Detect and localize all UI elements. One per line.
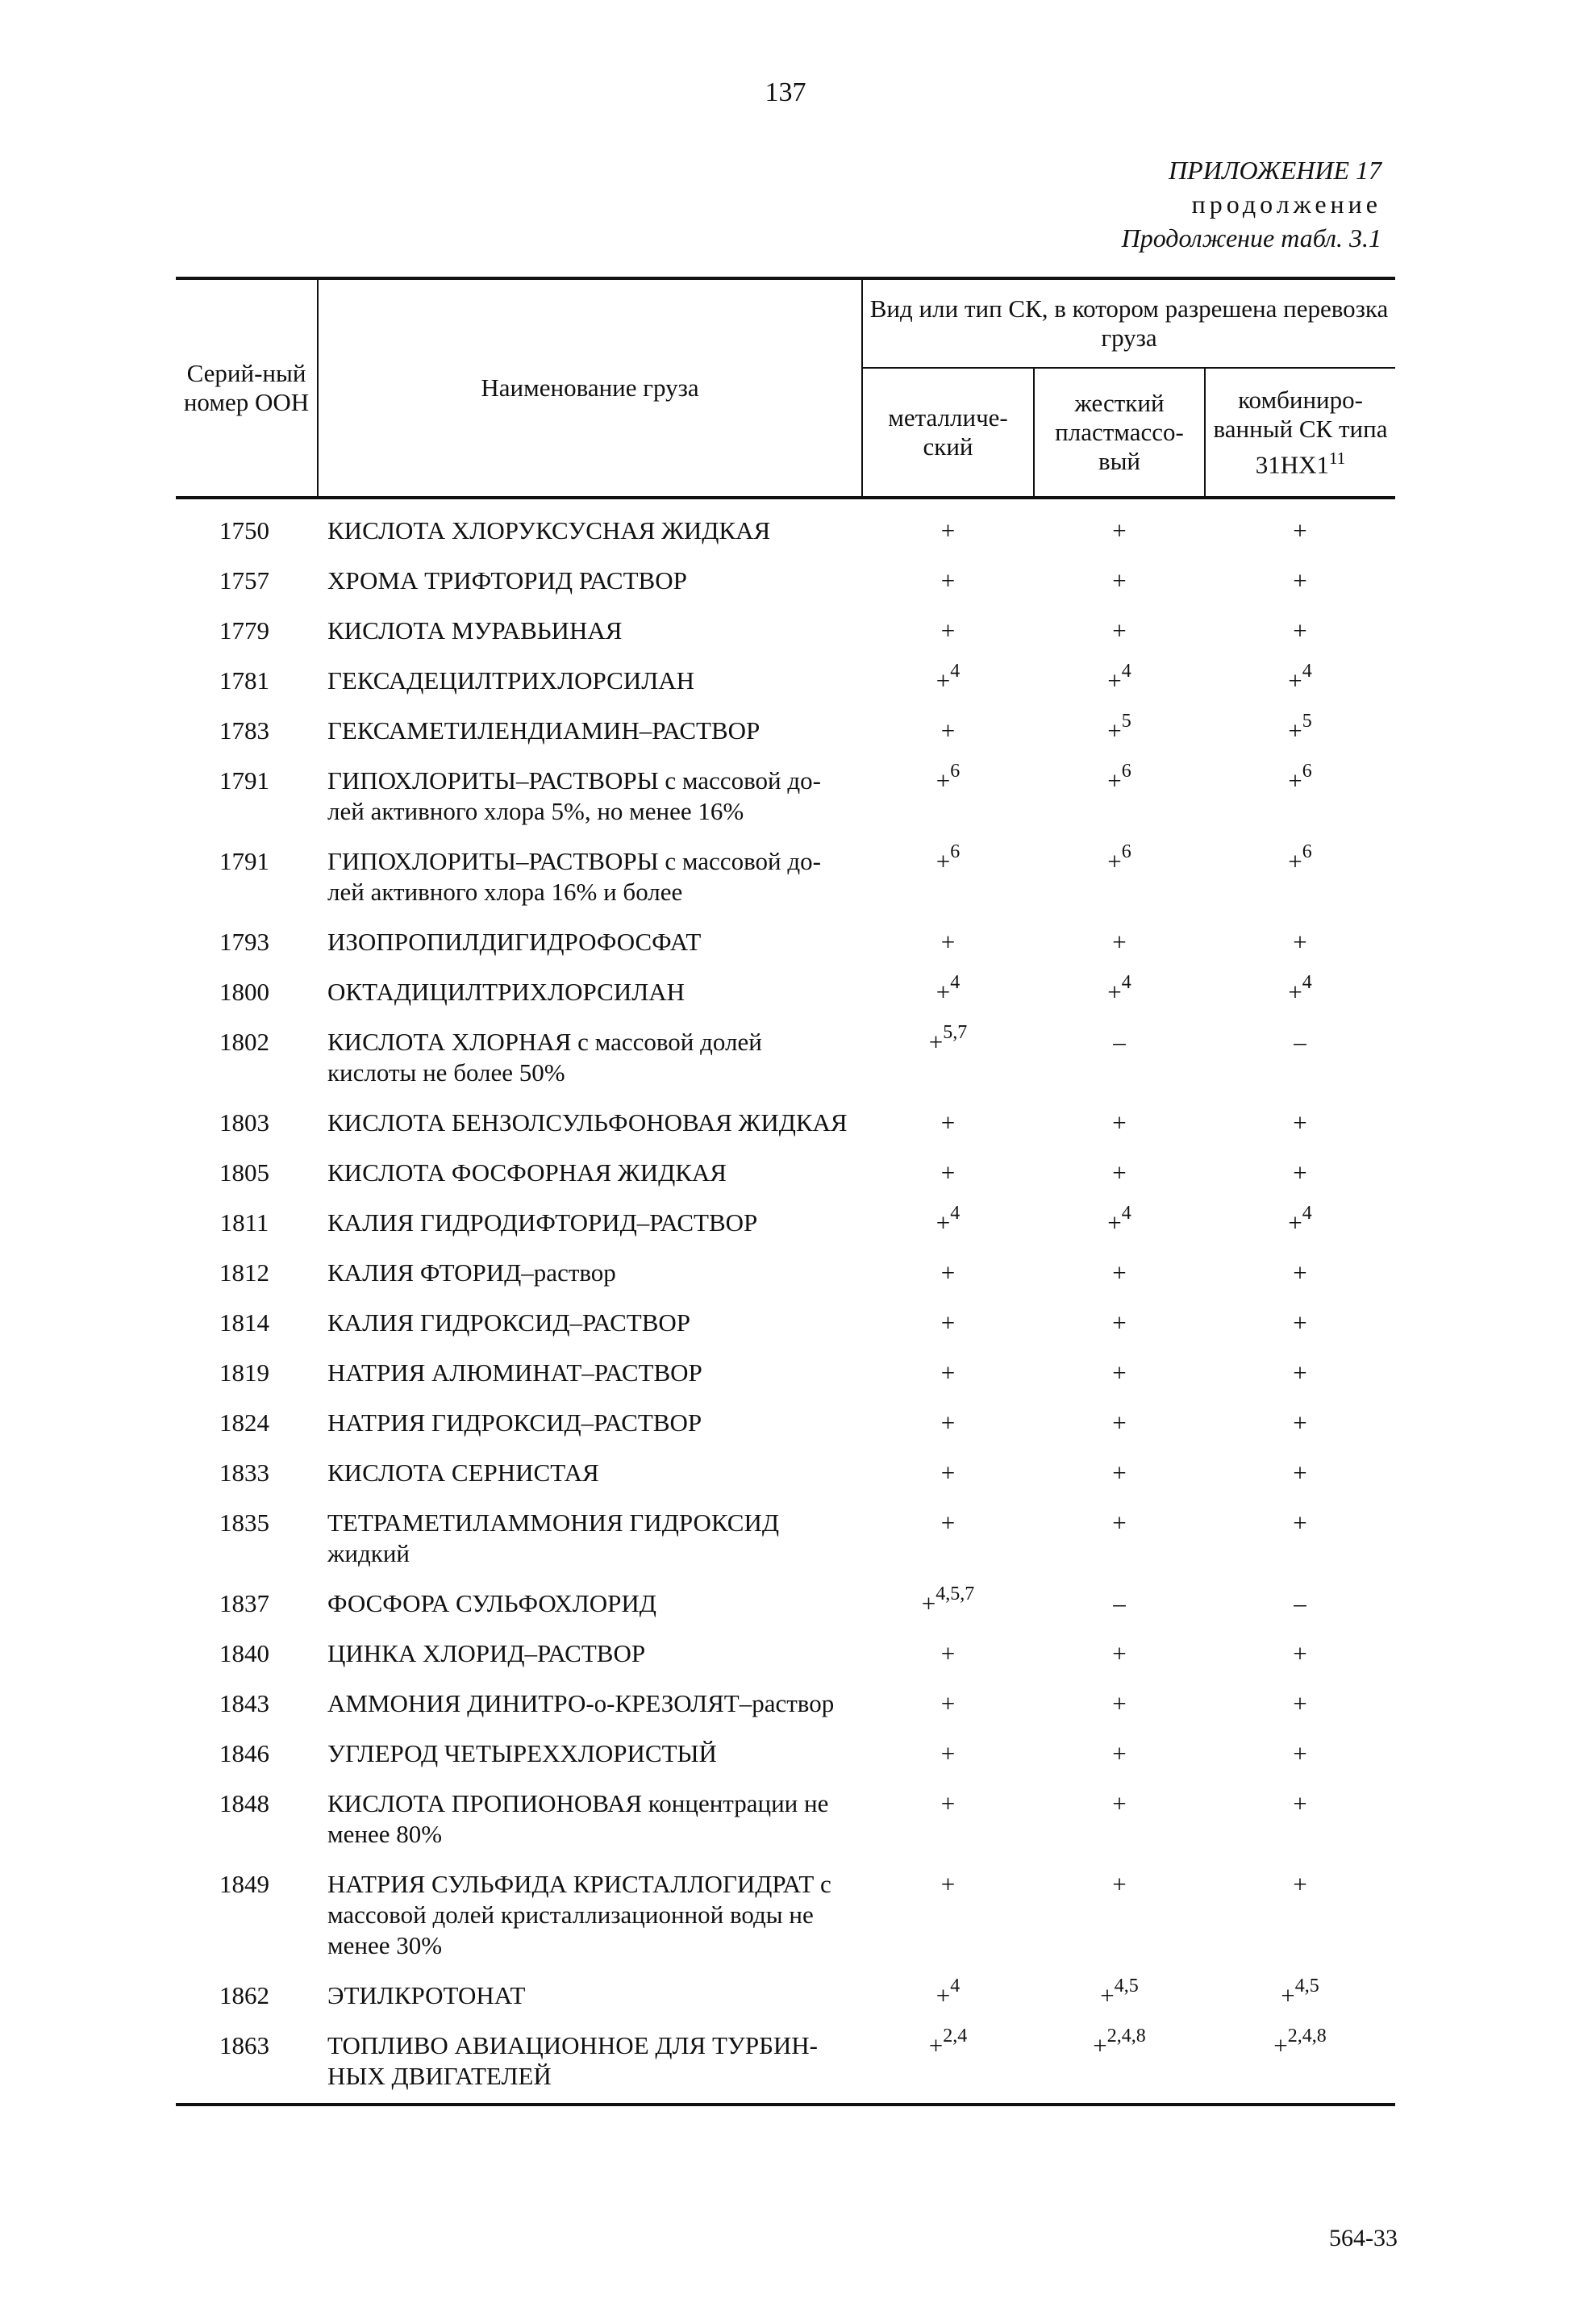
cargo-name: НАТРИЯ ГИДРОКСИД–РАСТВОР bbox=[327, 1408, 702, 1437]
composite-container-mark bbox=[1205, 1861, 1395, 1972]
mark-symbol: + bbox=[1107, 1208, 1122, 1237]
table-row bbox=[176, 1450, 1395, 1500]
cargo-table bbox=[176, 277, 1395, 2106]
metal-container-mark bbox=[862, 1972, 1034, 2022]
mark-symbol: + bbox=[1293, 928, 1307, 956]
mark-symbol: + bbox=[1112, 1108, 1127, 1137]
mark-symbol: + bbox=[940, 1108, 956, 1137]
cargo-name: КАЛИЯ ГИДРОКСИД–РАСТВОР bbox=[327, 1308, 691, 1337]
table-row bbox=[176, 1200, 1395, 1250]
footnote-ref: 4 bbox=[950, 1202, 961, 1224]
plastic-container-mark bbox=[1034, 1400, 1205, 1450]
metal-container-mark bbox=[862, 507, 1034, 557]
footnote-ref: 6 bbox=[950, 841, 961, 862]
mark-symbol: + bbox=[1112, 1508, 1127, 1537]
un-number: 1824 bbox=[219, 1408, 269, 1437]
cargo-name: НАТРИЯ СУЛЬФИДА КРИСТАЛЛОГИДРАТ с массовой долей кристаллизационной воды не менее 30% bbox=[327, 1870, 831, 1959]
footnote-ref: 6 bbox=[1302, 841, 1312, 862]
composite-container-mark bbox=[1205, 1300, 1395, 1350]
mark-symbol: – bbox=[1113, 1589, 1126, 1617]
mark-symbol: + bbox=[1293, 1739, 1307, 1767]
mark-symbol: + bbox=[928, 2031, 944, 2059]
footnote-ref: 4 bbox=[1121, 971, 1131, 993]
mark-symbol: + bbox=[936, 766, 951, 795]
mark-symbol: + bbox=[1112, 1308, 1127, 1337]
header-rigid-plastic: жесткий пластмассо-вый bbox=[1034, 368, 1205, 498]
table-row bbox=[176, 1630, 1395, 1680]
metal-container-mark bbox=[862, 657, 1034, 707]
un-number: 1835 bbox=[219, 1508, 269, 1537]
mark-symbol: + bbox=[1093, 2031, 1107, 2059]
composite-container-mark bbox=[1205, 838, 1395, 919]
mark-symbol: + bbox=[1293, 566, 1307, 595]
cargo-name: НАТРИЯ АЛЮМИНАТ–РАСТВОР bbox=[327, 1358, 702, 1387]
metal-container-mark bbox=[862, 1200, 1034, 1250]
mark-symbol: + bbox=[1107, 766, 1122, 795]
plastic-container-mark bbox=[1034, 657, 1205, 707]
mark-symbol: + bbox=[1288, 666, 1302, 695]
mark-symbol: + bbox=[1293, 1870, 1307, 1898]
mark-symbol: + bbox=[1112, 1739, 1127, 1767]
mark-symbol: + bbox=[940, 516, 956, 544]
composite-container-mark bbox=[1205, 2022, 1395, 2105]
table-row bbox=[176, 507, 1395, 557]
footnote-ref: 4 bbox=[1121, 660, 1131, 682]
footnote-ref: 4,5,7 bbox=[936, 1583, 975, 1604]
mark-symbol: + bbox=[1288, 766, 1302, 795]
un-number: 1803 bbox=[219, 1108, 269, 1137]
plastic-container-mark bbox=[1034, 507, 1205, 557]
footnote-ref: 4 bbox=[1121, 1202, 1131, 1224]
footnote-ref: 4 bbox=[950, 971, 961, 993]
composite-container-mark bbox=[1205, 1450, 1395, 1500]
cargo-name: ТОПЛИВО АВИАЦИОННОЕ ДЛЯ ТУРБИН-НЫХ ДВИГАТЕЛЕЙ bbox=[318, 2022, 862, 2105]
table-row bbox=[176, 1400, 1395, 1450]
mark-symbol: – bbox=[1113, 1028, 1126, 1056]
cargo-name: КИСЛОТА МУРАВЬИНАЯ bbox=[327, 616, 623, 645]
mark-symbol: + bbox=[936, 1208, 951, 1237]
mark-symbol: – bbox=[1294, 1589, 1306, 1617]
mark-symbol: + bbox=[1293, 1358, 1307, 1387]
table-row bbox=[176, 1972, 1395, 2022]
plastic-container-mark bbox=[1034, 607, 1205, 657]
un-number: 1791 bbox=[219, 847, 269, 875]
mark-symbol: + bbox=[940, 1870, 956, 1898]
metal-container-mark bbox=[862, 757, 1034, 838]
plastic-container-mark bbox=[1034, 1300, 1205, 1350]
cargo-name: ГИПОХЛОРИТЫ–РАСТВОРЫ с массовой до-лей активного хлора 16% и более bbox=[327, 847, 821, 906]
mark-symbol: + bbox=[1112, 1458, 1127, 1487]
mark-symbol: + bbox=[1293, 1308, 1307, 1337]
metal-container-mark bbox=[862, 1580, 1034, 1630]
composite-container-mark bbox=[1205, 1250, 1395, 1300]
footnote-ref: 4 bbox=[950, 660, 961, 682]
mark-symbol: + bbox=[936, 847, 951, 875]
table-row bbox=[176, 1350, 1395, 1400]
un-number: 1843 bbox=[219, 1689, 269, 1717]
composite-container-mark bbox=[1205, 1019, 1395, 1099]
table-row bbox=[176, 607, 1395, 657]
metal-container-mark bbox=[862, 838, 1034, 919]
plastic-container-mark bbox=[1034, 1149, 1205, 1200]
cargo-name: КИСЛОТА БЕНЗОЛСУЛЬФОНОВАЯ ЖИДКАЯ bbox=[327, 1108, 848, 1137]
table-row bbox=[176, 1580, 1395, 1630]
metal-container-mark bbox=[862, 1149, 1034, 1200]
table-row bbox=[176, 2022, 1395, 2105]
composite-container-mark bbox=[1205, 557, 1395, 607]
metal-container-mark bbox=[862, 1630, 1034, 1680]
cargo-name: ХРОМА ТРИФТОРИД РАСТВОР bbox=[327, 566, 687, 595]
mark-symbol: + bbox=[1293, 1258, 1307, 1287]
header-cargo-name: Наименование груза bbox=[318, 278, 862, 498]
mark-symbol: + bbox=[1112, 566, 1127, 595]
mark-symbol: + bbox=[940, 1308, 956, 1337]
mark-symbol: + bbox=[1273, 2031, 1288, 2059]
composite-container-mark bbox=[1205, 969, 1395, 1019]
mark-symbol: + bbox=[936, 666, 951, 695]
metal-container-mark bbox=[862, 1450, 1034, 1500]
metal-container-mark bbox=[862, 1350, 1034, 1400]
un-number: 1819 bbox=[219, 1358, 269, 1387]
mark-symbol: + bbox=[921, 1589, 936, 1617]
plastic-container-mark bbox=[1034, 919, 1205, 969]
mark-symbol: + bbox=[940, 1358, 956, 1387]
mark-symbol: + bbox=[1112, 1158, 1127, 1187]
mark-symbol: + bbox=[940, 1639, 956, 1667]
mark-symbol: + bbox=[1293, 1408, 1307, 1437]
cargo-name: ОКТАДИЦИЛТРИХЛОРСИЛАН bbox=[327, 978, 685, 1006]
metal-container-mark bbox=[862, 1400, 1034, 1450]
mark-symbol: + bbox=[1107, 666, 1122, 695]
footnote-ref: 5,7 bbox=[943, 1021, 968, 1043]
footnote-ref: 2,4,8 bbox=[1106, 2025, 1146, 2047]
un-number: 1849 bbox=[219, 1870, 269, 1898]
table-row bbox=[176, 838, 1395, 919]
plastic-container-mark bbox=[1034, 1250, 1205, 1300]
plastic-container-mark bbox=[1034, 1580, 1205, 1630]
mark-symbol: + bbox=[940, 616, 956, 645]
mark-symbol: + bbox=[1293, 1458, 1307, 1487]
un-number: 1750 bbox=[219, 516, 269, 544]
plastic-container-mark bbox=[1034, 707, 1205, 757]
composite-container-mark bbox=[1205, 657, 1395, 707]
un-number: 1802 bbox=[219, 1028, 269, 1056]
mark-symbol: + bbox=[1112, 1689, 1127, 1717]
mark-symbol: + bbox=[940, 1689, 956, 1717]
table-row bbox=[176, 1680, 1395, 1730]
header-metal: металличе-ский bbox=[862, 368, 1034, 498]
composite-container-mark bbox=[1205, 1149, 1395, 1200]
un-number: 1846 bbox=[219, 1739, 269, 1767]
cargo-name: ЦИНКА ХЛОРИД–РАСТВОР bbox=[327, 1639, 646, 1667]
composite-container-mark bbox=[1205, 919, 1395, 969]
cargo-name: КИСЛОТА ПРОПИОНОВАЯ концентрации не менее 80% bbox=[327, 1789, 829, 1848]
table-row bbox=[176, 757, 1395, 838]
footnote-ref: 2,4 bbox=[943, 2025, 968, 2047]
cargo-name: КАЛИЯ ГИДРОДИФТОРИД–РАСТВОР bbox=[327, 1208, 758, 1237]
mark-symbol: + bbox=[940, 1158, 956, 1187]
mark-symbol: + bbox=[1293, 1639, 1307, 1667]
metal-container-mark bbox=[862, 969, 1034, 1019]
un-number: 1800 bbox=[219, 978, 269, 1006]
composite-container-mark bbox=[1205, 1500, 1395, 1580]
mark-symbol: + bbox=[1293, 616, 1307, 645]
mark-symbol: + bbox=[1112, 516, 1127, 544]
plastic-container-mark bbox=[1034, 1630, 1205, 1680]
composite-container-mark bbox=[1205, 507, 1395, 557]
un-number: 1814 bbox=[219, 1308, 269, 1337]
mark-symbol: + bbox=[1112, 1870, 1127, 1898]
footnote-ref: 6 bbox=[1121, 760, 1131, 782]
composite-container-mark bbox=[1205, 607, 1395, 657]
cargo-name: УГЛЕРОД ЧЕТЫРЕХХЛОРИСТЫЙ bbox=[327, 1739, 717, 1767]
mark-symbol: + bbox=[1112, 928, 1127, 956]
mark-symbol: + bbox=[1293, 1508, 1307, 1537]
footnote-ref: 4 bbox=[1302, 1202, 1312, 1224]
table-row bbox=[176, 1250, 1395, 1300]
header-container-type: Вид или тип СК, в котором разрешена перевозка груза bbox=[862, 278, 1395, 368]
table-continuation: Продолжение табл. 3.1 bbox=[1121, 223, 1381, 252]
plastic-container-mark bbox=[1034, 757, 1205, 838]
mark-symbol: + bbox=[1100, 1981, 1115, 2009]
metal-container-mark bbox=[862, 2022, 1034, 2105]
footer-code: 564-33 bbox=[1329, 2225, 1398, 2251]
mark-symbol: + bbox=[940, 566, 956, 595]
cargo-name: КИСЛОТА ХЛОРНАЯ с массовой долей кислоты не более 50% bbox=[327, 1028, 762, 1087]
plastic-container-mark bbox=[1034, 1780, 1205, 1861]
un-number: 1793 bbox=[219, 928, 269, 956]
un-number: 1862 bbox=[219, 1981, 269, 2009]
mark-symbol: + bbox=[1107, 847, 1122, 875]
mark-symbol: + bbox=[940, 1789, 956, 1817]
metal-container-mark bbox=[862, 1250, 1034, 1300]
footnote-ref: 4,5 bbox=[1114, 1975, 1139, 1996]
mark-symbol: – bbox=[1294, 1028, 1306, 1056]
table-row bbox=[176, 919, 1395, 969]
mark-symbol: + bbox=[1112, 1408, 1127, 1437]
table-row bbox=[176, 557, 1395, 607]
table-body bbox=[176, 498, 1395, 2105]
appendix-heading bbox=[1122, 153, 1381, 255]
header-un-number: Серий-ный номер ООН bbox=[176, 278, 318, 498]
footnote-ref: 6 bbox=[1121, 841, 1131, 862]
footnote-ref: 6 bbox=[1302, 760, 1312, 782]
footnote-ref: 4 bbox=[1302, 971, 1312, 993]
mark-symbol: + bbox=[1107, 978, 1122, 1006]
un-number: 1757 bbox=[219, 566, 269, 595]
plastic-container-mark bbox=[1034, 1350, 1205, 1400]
mark-symbol: + bbox=[1288, 716, 1302, 745]
composite-container-mark bbox=[1205, 1972, 1395, 2022]
mark-symbol: + bbox=[936, 1981, 951, 2009]
composite-container-mark bbox=[1205, 1350, 1395, 1400]
cargo-name: КИСЛОТА ФОСФОРНАЯ ЖИДКАЯ bbox=[327, 1158, 727, 1187]
mark-symbol: + bbox=[1112, 1358, 1127, 1387]
header-composite-label: комбиниро-ванный СК типа 31НХ1 bbox=[1213, 385, 1388, 479]
mark-symbol: + bbox=[940, 1458, 956, 1487]
table-row bbox=[176, 1500, 1395, 1580]
cargo-name: АММОНИЯ ДИНИТРО-о-КРЕЗОЛЯТ–раствор bbox=[327, 1689, 835, 1717]
mark-symbol: + bbox=[940, 716, 956, 745]
mark-symbol: + bbox=[1293, 1158, 1307, 1187]
composite-container-mark bbox=[1205, 1630, 1395, 1680]
page-number: 137 bbox=[765, 77, 806, 107]
cargo-name: ФОСФОРА СУЛЬФОХЛОРИД bbox=[327, 1589, 656, 1617]
un-number: 1779 bbox=[219, 616, 269, 645]
plastic-container-mark bbox=[1034, 1200, 1205, 1250]
header-composite-note: 11 bbox=[1329, 448, 1346, 468]
composite-container-mark bbox=[1205, 1580, 1395, 1630]
mark-symbol: + bbox=[1112, 1639, 1127, 1667]
composite-container-mark bbox=[1205, 1099, 1395, 1149]
metal-container-mark bbox=[862, 557, 1034, 607]
plastic-container-mark bbox=[1034, 557, 1205, 607]
table-row bbox=[176, 1300, 1395, 1350]
mark-symbol: + bbox=[940, 1739, 956, 1767]
plastic-container-mark bbox=[1034, 1972, 1205, 2022]
footnote-ref: 2,4,8 bbox=[1287, 2025, 1327, 2047]
plastic-container-mark bbox=[1034, 1861, 1205, 1972]
metal-container-mark bbox=[862, 707, 1034, 757]
un-number: 1805 bbox=[219, 1158, 269, 1187]
composite-container-mark bbox=[1205, 757, 1395, 838]
table-row bbox=[176, 1019, 1395, 1099]
plastic-container-mark bbox=[1034, 1450, 1205, 1500]
header-composite bbox=[1205, 368, 1395, 498]
composite-container-mark bbox=[1205, 1730, 1395, 1780]
plastic-container-mark bbox=[1034, 1730, 1205, 1780]
metal-container-mark bbox=[862, 1861, 1034, 1972]
cargo-name: ЭТИЛКРОТОНАТ bbox=[327, 1981, 526, 2009]
table-row bbox=[176, 707, 1395, 757]
footnote-ref: 4 bbox=[1302, 660, 1312, 682]
mark-symbol: + bbox=[940, 1408, 956, 1437]
cargo-name: КИСЛОТА ХЛОРУКСУСНАЯ ЖИДКАЯ bbox=[327, 516, 771, 544]
composite-container-mark bbox=[1205, 1780, 1395, 1861]
cargo-name: КИСЛОТА СЕРНИСТАЯ bbox=[327, 1458, 599, 1487]
metal-container-mark bbox=[862, 1730, 1034, 1780]
un-number: 1840 bbox=[219, 1639, 269, 1667]
table-row bbox=[176, 657, 1395, 707]
mark-symbol: + bbox=[1112, 1789, 1127, 1817]
metal-container-mark bbox=[862, 1500, 1034, 1580]
mark-symbol: + bbox=[940, 928, 956, 956]
table-row bbox=[176, 1149, 1395, 1200]
metal-container-mark bbox=[862, 1099, 1034, 1149]
table-row bbox=[176, 1861, 1395, 1972]
un-number: 1833 bbox=[219, 1458, 269, 1487]
footnote-ref: 5 bbox=[1121, 710, 1131, 732]
un-number: 1812 bbox=[219, 1258, 269, 1287]
un-number: 1791 bbox=[219, 766, 269, 795]
footnote-ref: 5 bbox=[1302, 710, 1312, 732]
metal-container-mark bbox=[862, 1019, 1034, 1099]
composite-container-mark bbox=[1205, 1400, 1395, 1450]
mark-symbol: + bbox=[1281, 1981, 1295, 2009]
mark-symbol: + bbox=[1293, 1789, 1307, 1817]
metal-container-mark bbox=[862, 1780, 1034, 1861]
plastic-container-mark bbox=[1034, 1099, 1205, 1149]
appendix-title: ПРИЛОЖЕНИЕ 17 bbox=[1169, 156, 1381, 185]
table-row bbox=[176, 969, 1395, 1019]
un-number: 1837 bbox=[219, 1589, 269, 1617]
table-spacer bbox=[176, 498, 1395, 507]
cargo-name: ТЕТРАМЕТИЛАММОНИЯ ГИДРОКСИД жидкий bbox=[327, 1508, 779, 1567]
un-number: 1781 bbox=[219, 666, 269, 695]
plastic-container-mark bbox=[1034, 1500, 1205, 1580]
mark-symbol: + bbox=[1288, 978, 1302, 1006]
mark-symbol: + bbox=[940, 1258, 956, 1287]
cargo-name: ИЗОПРОПИЛДИГИДРОФОСФАТ bbox=[327, 928, 702, 956]
cargo-name: КАЛИЯ ФТОРИД–раствор bbox=[327, 1258, 616, 1287]
un-number: 1863 bbox=[176, 2022, 318, 2105]
metal-container-mark bbox=[862, 1680, 1034, 1730]
mark-symbol: + bbox=[1107, 716, 1122, 745]
mark-symbol: + bbox=[940, 1508, 956, 1537]
table-row bbox=[176, 1099, 1395, 1149]
plastic-container-mark bbox=[1034, 2022, 1205, 2105]
appendix-continuation: продолжение bbox=[1191, 190, 1381, 219]
metal-container-mark bbox=[862, 607, 1034, 657]
footnote-ref: 6 bbox=[950, 760, 961, 782]
cargo-name: ГИПОХЛОРИТЫ–РАСТВОРЫ с массовой до-лей активного хлора 5%, но менее 16% bbox=[327, 766, 821, 825]
table-row bbox=[176, 1730, 1395, 1780]
footnote-ref: 4 bbox=[950, 1975, 961, 1996]
mark-symbol: + bbox=[1288, 847, 1302, 875]
mark-symbol: + bbox=[1112, 616, 1127, 645]
mark-symbol: + bbox=[928, 1028, 944, 1056]
mark-symbol: + bbox=[936, 978, 951, 1006]
composite-container-mark bbox=[1205, 1680, 1395, 1730]
mark-symbol: + bbox=[1293, 1689, 1307, 1717]
metal-container-mark bbox=[862, 1300, 1034, 1350]
plastic-container-mark bbox=[1034, 838, 1205, 919]
plastic-container-mark bbox=[1034, 1680, 1205, 1730]
mark-symbol: + bbox=[1293, 516, 1307, 544]
footnote-ref: 4,5 bbox=[1294, 1975, 1319, 1996]
table-row bbox=[176, 1780, 1395, 1861]
un-number: 1848 bbox=[219, 1789, 269, 1817]
plastic-container-mark bbox=[1034, 969, 1205, 1019]
composite-container-mark bbox=[1205, 707, 1395, 757]
mark-symbol: + bbox=[1293, 1108, 1307, 1137]
un-number: 1811 bbox=[219, 1208, 269, 1237]
mark-symbol: + bbox=[1112, 1258, 1127, 1287]
metal-container-mark bbox=[862, 919, 1034, 969]
un-number: 1783 bbox=[219, 716, 269, 745]
mark-symbol: + bbox=[1288, 1208, 1302, 1237]
plastic-container-mark bbox=[1034, 1019, 1205, 1099]
composite-container-mark bbox=[1205, 1200, 1395, 1250]
cargo-name: ГЕКСАДЕЦИЛТРИХЛОРСИЛАН bbox=[327, 666, 695, 695]
cargo-name: ГЕКСАМЕТИЛЕНДИАМИН–РАСТВОР bbox=[327, 716, 760, 745]
